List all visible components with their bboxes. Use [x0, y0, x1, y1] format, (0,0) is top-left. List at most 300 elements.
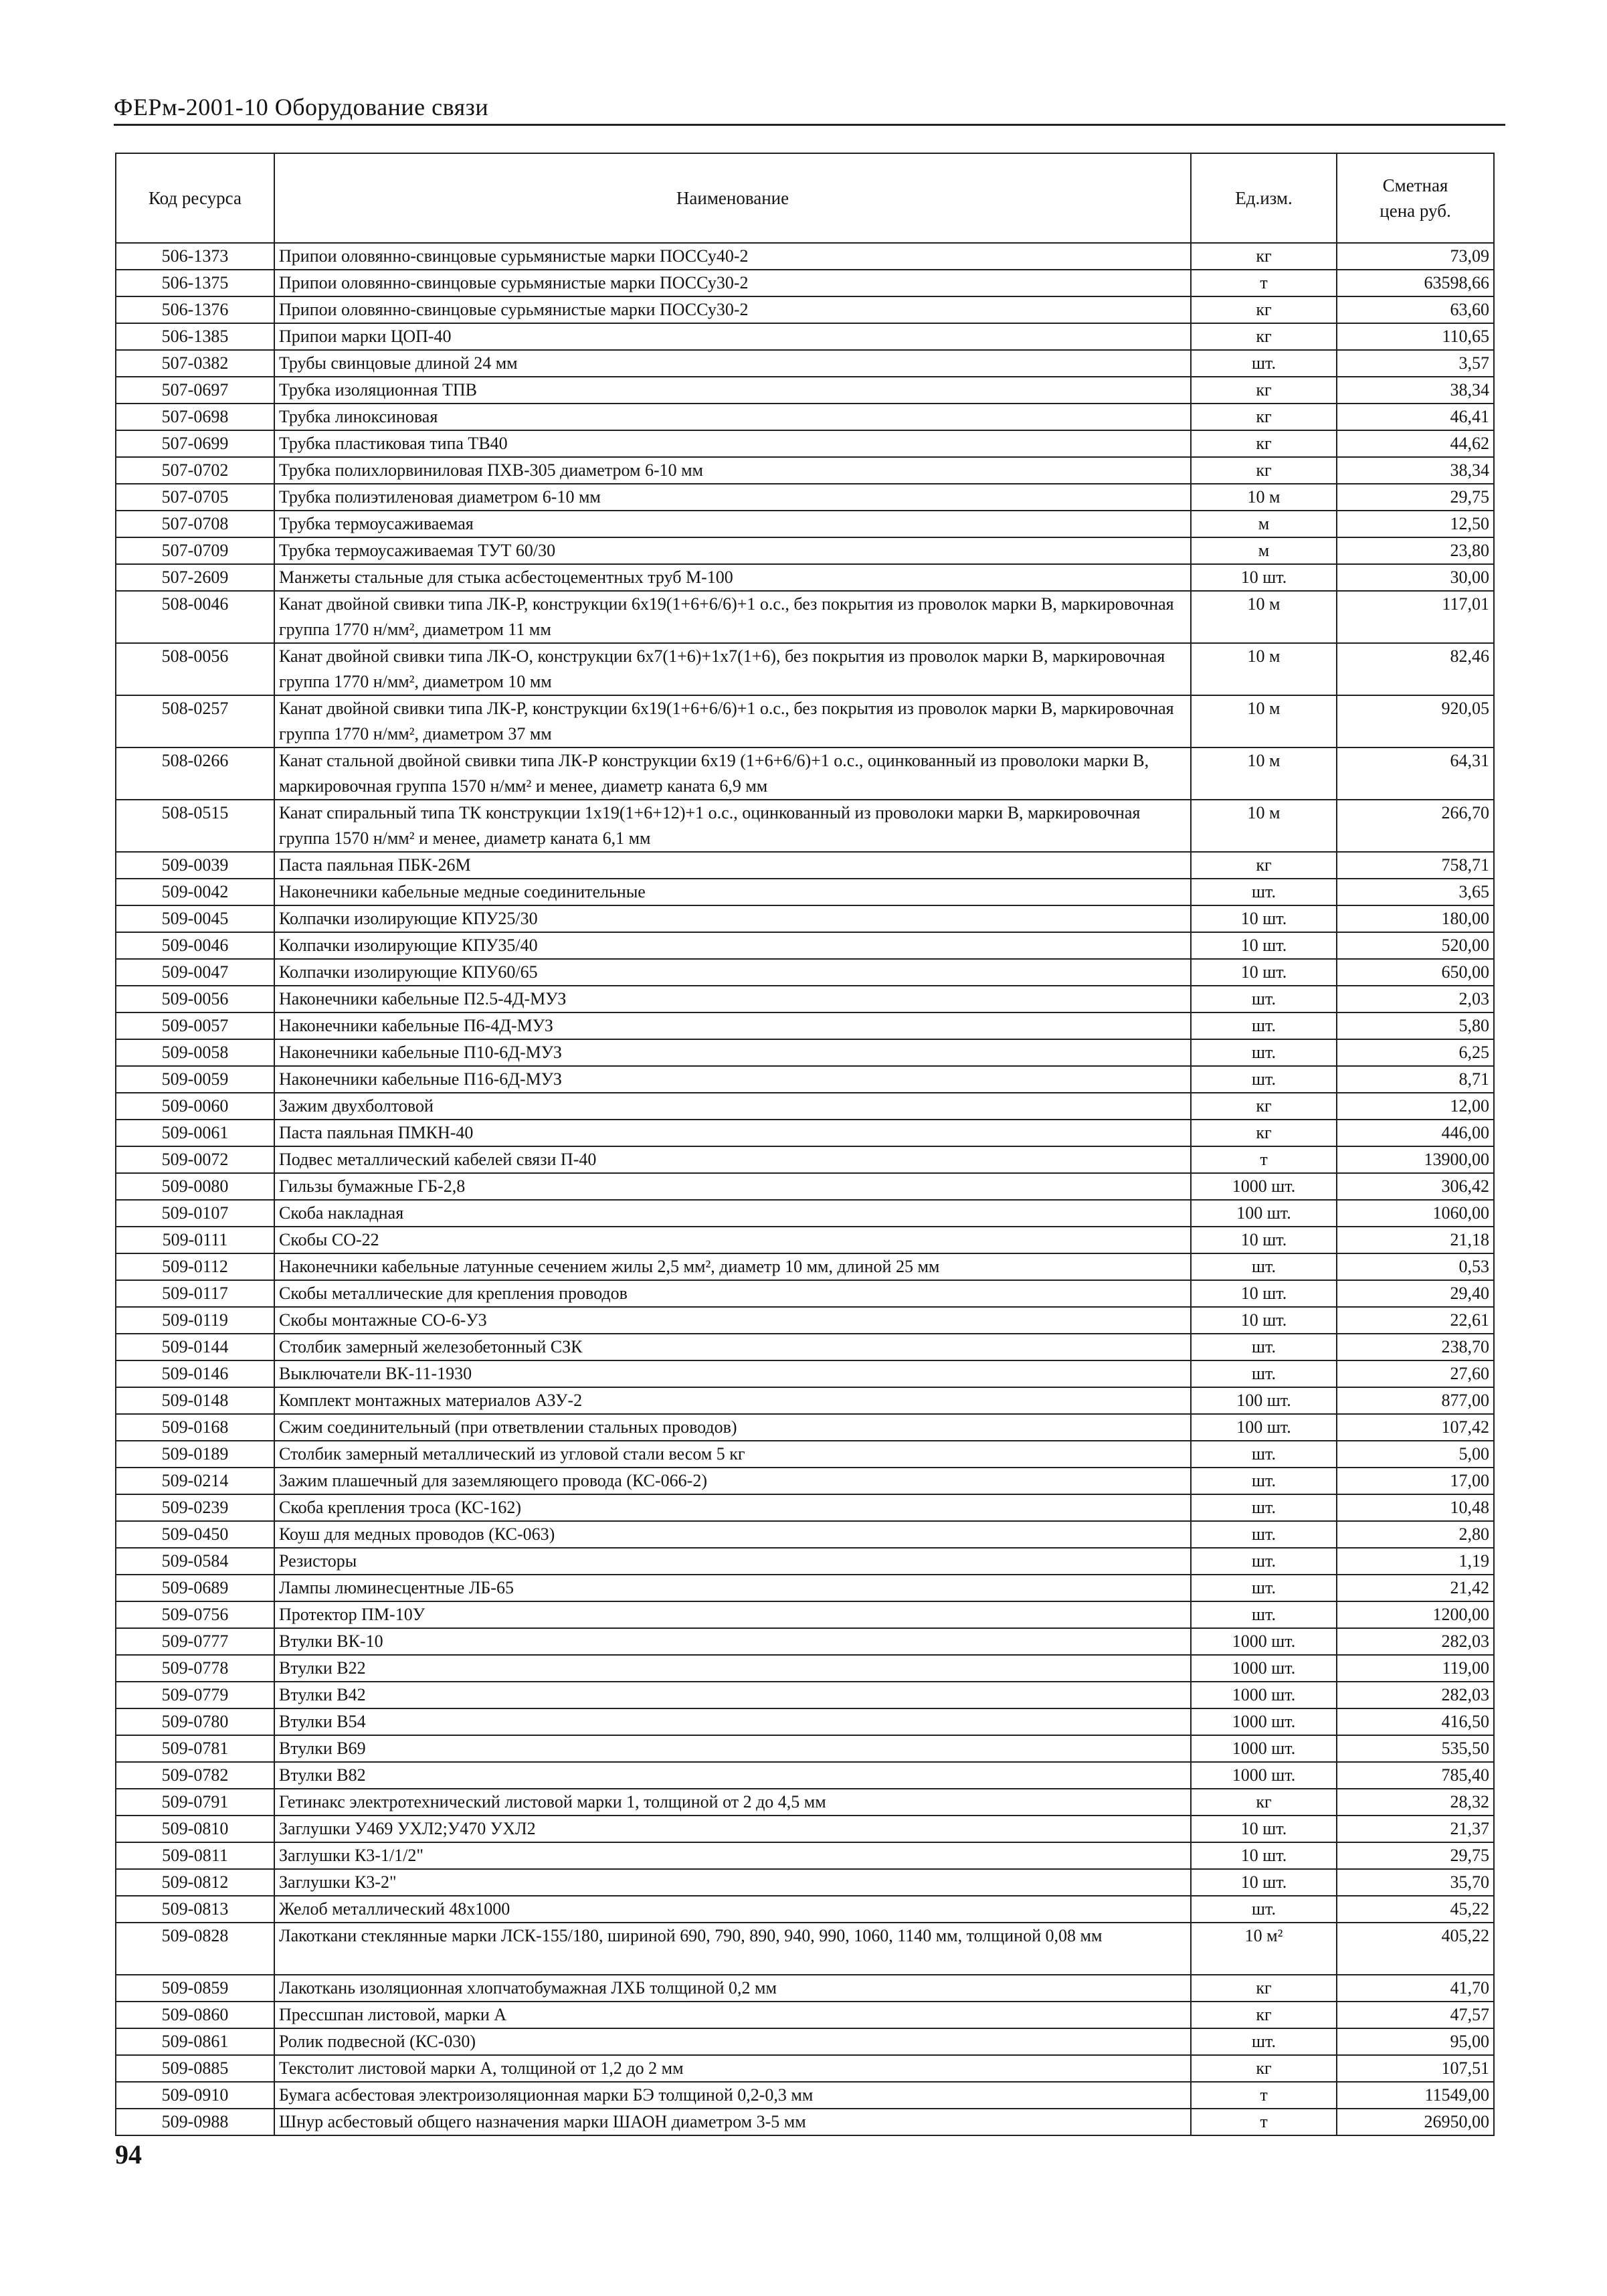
cell-unit: 10 шт. — [1191, 1869, 1337, 1896]
cell-code: 506-1375 — [116, 270, 274, 296]
cell-unit: шт. — [1191, 1521, 1337, 1548]
cell-code: 509-0045 — [116, 905, 274, 932]
cell-price: 95,00 — [1337, 2028, 1494, 2055]
cell-price: 17,00 — [1337, 1468, 1494, 1494]
table-row — [116, 1655, 1494, 1682]
cell-name: Наконечники кабельные П6-4Д-МУЗ — [274, 1012, 1191, 1039]
cell-code: 509-0059 — [116, 1066, 274, 1093]
cell-unit: 1000 шт. — [1191, 1708, 1337, 1735]
cell-name: Комплект монтажных материалов АЗУ-2 — [274, 1387, 1191, 1414]
cell-price: 64,31 — [1337, 747, 1494, 800]
cell-unit: кг — [1191, 323, 1337, 350]
cell-unit: 1000 шт. — [1191, 1173, 1337, 1200]
cell-price: 282,03 — [1337, 1628, 1494, 1655]
cell-code: 509-0584 — [116, 1548, 274, 1575]
cell-unit: 100 шт. — [1191, 1387, 1337, 1414]
cell-price: 282,03 — [1337, 1682, 1494, 1708]
page-title: ФЕРм-2001-10 Оборудование связи — [114, 94, 489, 120]
cell-unit: кг — [1191, 1789, 1337, 1816]
cell-price: 0,53 — [1337, 1253, 1494, 1280]
table-row — [116, 643, 1494, 695]
cell-name: Трубка термоусаживаемая ТУТ 60/30 — [274, 537, 1191, 564]
cell-name: Лакоткани стеклянные марки ЛСК-155/180, шириной 690, 790, 890, 940, 990, 1060, 1140 мм, толщиной 0,08 мм — [274, 1923, 1191, 1975]
table-row — [116, 1307, 1494, 1334]
table-row — [116, 1280, 1494, 1307]
table-row — [116, 350, 1494, 377]
cell-price: 12,00 — [1337, 1093, 1494, 1120]
cell-price: 306,42 — [1337, 1173, 1494, 1200]
table-row — [116, 2055, 1494, 2082]
cell-code: 509-0061 — [116, 1120, 274, 1146]
cell-code: 508-0046 — [116, 591, 274, 643]
cell-name: Канат стальной двойной свивки типа ЛК-Р конструкции 6х19 (1+6+6/6)+1 о.с., оцинкованный из проволоки марки В, маркировочная группа 1570 н/мм² и менее, диаметр каната 6,9 мм — [274, 747, 1191, 800]
table-row — [116, 2109, 1494, 2135]
table-row — [116, 1628, 1494, 1655]
cell-name: Сжим соединительный (при ответвлении стальных проводов) — [274, 1414, 1191, 1441]
cell-code: 509-0988 — [116, 2109, 274, 2135]
cell-unit: кг — [1191, 2055, 1337, 2082]
table-row — [116, 986, 1494, 1012]
cell-code: 509-0080 — [116, 1173, 274, 1200]
cell-code: 509-0777 — [116, 1628, 274, 1655]
table-row — [116, 591, 1494, 643]
cell-unit: 10 шт. — [1191, 959, 1337, 986]
table-row — [116, 1896, 1494, 1923]
cell-name: Скобы СО-22 — [274, 1227, 1191, 1253]
cell-price: 29,75 — [1337, 1842, 1494, 1869]
cell-unit: шт. — [1191, 2028, 1337, 2055]
table-row — [116, 1682, 1494, 1708]
cell-price: 3,65 — [1337, 879, 1494, 905]
column-header-price: Сметная цена руб. — [1337, 153, 1494, 243]
table-row — [116, 1923, 1494, 1975]
cell-price: 266,70 — [1337, 800, 1494, 852]
cell-code: 509-0117 — [116, 1280, 274, 1307]
cell-code: 509-0056 — [116, 986, 274, 1012]
cell-unit: 10 шт. — [1191, 1280, 1337, 1307]
cell-name: Заглушки К3-2" — [274, 1869, 1191, 1896]
cell-price: 238,70 — [1337, 1334, 1494, 1360]
table-row — [116, 1548, 1494, 1575]
cell-code: 509-0039 — [116, 852, 274, 879]
cell-code: 509-0168 — [116, 1414, 274, 1441]
cell-unit: шт. — [1191, 1360, 1337, 1387]
cell-price: 2,80 — [1337, 1521, 1494, 1548]
cell-name: Канат двойной свивки типа ЛК-Р, конструкции 6х19(1+6+6/6)+1 о.с., без покрытия из проволок марки В, маркировочная группа 1770 н/мм², диаметром 37 мм — [274, 695, 1191, 747]
cell-code: 509-0060 — [116, 1093, 274, 1120]
table-row — [116, 1227, 1494, 1253]
cell-code: 509-0860 — [116, 2002, 274, 2028]
cell-price: 29,75 — [1337, 484, 1494, 511]
cell-price: 520,00 — [1337, 932, 1494, 959]
cell-unit: шт. — [1191, 1253, 1337, 1280]
cell-code: 509-0042 — [116, 879, 274, 905]
cell-price: 1,19 — [1337, 1548, 1494, 1575]
cell-name: Гильзы бумажные ГБ-2,8 — [274, 1173, 1191, 1200]
column-header-name: Наименование — [274, 153, 1191, 243]
cell-name: Ролик подвесной (КС-030) — [274, 2028, 1191, 2055]
cell-unit: м — [1191, 511, 1337, 537]
table-row — [116, 296, 1494, 323]
cell-price: 180,00 — [1337, 905, 1494, 932]
cell-name: Выключатели ВК-11-1930 — [274, 1360, 1191, 1387]
cell-code: 509-0756 — [116, 1601, 274, 1628]
cell-code: 509-0119 — [116, 1307, 274, 1334]
table-row — [116, 2002, 1494, 2028]
cell-code: 509-0859 — [116, 1975, 274, 2002]
cell-unit: 100 шт. — [1191, 1200, 1337, 1227]
cell-code: 506-1385 — [116, 323, 274, 350]
cell-unit: кг — [1191, 377, 1337, 404]
table-row — [116, 1521, 1494, 1548]
cell-code: 509-0057 — [116, 1012, 274, 1039]
cell-unit: т — [1191, 2082, 1337, 2109]
cell-name: Трубка пластиковая типа ТВ40 — [274, 430, 1191, 457]
cell-unit: т — [1191, 1146, 1337, 1173]
cell-code: 509-0058 — [116, 1039, 274, 1066]
cell-name: Столбик замерный железобетонный СЗК — [274, 1334, 1191, 1360]
cell-name: Зажим плашечный для заземляющего провода (КС-066-2) — [274, 1468, 1191, 1494]
cell-code: 507-0702 — [116, 457, 274, 484]
cell-price: 535,50 — [1337, 1735, 1494, 1762]
cell-name: Подвес металлический кабелей связи П-40 — [274, 1146, 1191, 1173]
table-row — [116, 1869, 1494, 1896]
table-header-row — [116, 153, 1494, 243]
table-row — [116, 959, 1494, 986]
cell-code: 507-0699 — [116, 430, 274, 457]
cell-price: 28,32 — [1337, 1789, 1494, 1816]
cell-name: Наконечники кабельные латунные сечением жилы 2,5 мм², диаметр 10 мм, длиной 25 мм — [274, 1253, 1191, 1280]
cell-code: 509-0689 — [116, 1575, 274, 1601]
table-row — [116, 695, 1494, 747]
cell-name: Припои марки ЦОП-40 — [274, 323, 1191, 350]
cell-name: Резисторы — [274, 1548, 1191, 1575]
cell-price: 26950,00 — [1337, 2109, 1494, 2135]
cell-name: Зажим двухболтовой — [274, 1093, 1191, 1120]
cell-unit: 10 м — [1191, 747, 1337, 800]
cell-code: 507-2609 — [116, 564, 274, 591]
table-row — [116, 852, 1494, 879]
cell-code: 509-0812 — [116, 1869, 274, 1896]
cell-name: Лакоткань изоляционная хлопчатобумажная ЛХБ толщиной 0,2 мм — [274, 1975, 1191, 2002]
cell-unit: кг — [1191, 243, 1337, 270]
table-row — [116, 1441, 1494, 1468]
table-row — [116, 511, 1494, 537]
table-row — [116, 1120, 1494, 1146]
cell-name: Скобы металлические для крепления проводов — [274, 1280, 1191, 1307]
table-row — [116, 2082, 1494, 2109]
table-row — [116, 243, 1494, 270]
cell-name: Наконечники кабельные П2.5-4Д-МУЗ — [274, 986, 1191, 1012]
cell-price: 920,05 — [1337, 695, 1494, 747]
cell-code: 509-0107 — [116, 1200, 274, 1227]
cell-unit: 1000 шт. — [1191, 1628, 1337, 1655]
cell-price: 3,57 — [1337, 350, 1494, 377]
cell-name: Трубка полиэтиленовая диаметром 6-10 мм — [274, 484, 1191, 511]
cell-code: 509-0811 — [116, 1842, 274, 1869]
cell-price: 73,09 — [1337, 243, 1494, 270]
cell-price: 21,37 — [1337, 1816, 1494, 1842]
table-row — [116, 1173, 1494, 1200]
cell-code: 509-0450 — [116, 1521, 274, 1548]
table-row — [116, 1414, 1494, 1441]
cell-unit: кг — [1191, 296, 1337, 323]
cell-code: 509-0778 — [116, 1655, 274, 1682]
cell-name: Текстолит листовой марки А, толщиной от 1,2 до 2 мм — [274, 2055, 1191, 2082]
cell-name: Паста паяльная ПБК-26М — [274, 852, 1191, 879]
cell-code: 508-0056 — [116, 643, 274, 695]
table-row — [116, 1334, 1494, 1360]
cell-code: 509-0112 — [116, 1253, 274, 1280]
cell-price: 446,00 — [1337, 1120, 1494, 1146]
cell-price: 11549,00 — [1337, 2082, 1494, 2109]
column-header-unit: Ед.изм. — [1191, 153, 1337, 243]
cell-code: 509-0189 — [116, 1441, 274, 1468]
cell-unit: кг — [1191, 457, 1337, 484]
cell-code: 508-0257 — [116, 695, 274, 747]
cell-price: 12,50 — [1337, 511, 1494, 537]
cell-unit: кг — [1191, 1975, 1337, 2002]
table-row — [116, 1735, 1494, 1762]
cell-price: 1060,00 — [1337, 1200, 1494, 1227]
table-row — [116, 1708, 1494, 1735]
cell-code: 509-0885 — [116, 2055, 274, 2082]
cell-code: 509-0910 — [116, 2082, 274, 2109]
cell-price: 44,62 — [1337, 430, 1494, 457]
cell-unit: кг — [1191, 430, 1337, 457]
cell-price: 119,00 — [1337, 1655, 1494, 1682]
price-table-container — [115, 153, 1493, 2136]
cell-price: 2,03 — [1337, 986, 1494, 1012]
cell-price: 63,60 — [1337, 296, 1494, 323]
cell-unit: 10 м² — [1191, 1923, 1337, 1975]
cell-price: 47,57 — [1337, 2002, 1494, 2028]
cell-name: Трубка термоусаживаемая — [274, 511, 1191, 537]
cell-price: 5,80 — [1337, 1012, 1494, 1039]
cell-price: 117,01 — [1337, 591, 1494, 643]
cell-name: Наконечники кабельные П10-6Д-МУЗ — [274, 1039, 1191, 1066]
cell-price: 877,00 — [1337, 1387, 1494, 1414]
cell-code: 509-0861 — [116, 2028, 274, 2055]
table-row — [116, 270, 1494, 296]
cell-code: 509-0146 — [116, 1360, 274, 1387]
cell-name: Трубка полихлорвиниловая ПХВ-305 диаметром 6-10 мм — [274, 457, 1191, 484]
cell-unit: 10 шт. — [1191, 1816, 1337, 1842]
table-row — [116, 2028, 1494, 2055]
cell-code: 509-0813 — [116, 1896, 274, 1923]
table-row — [116, 1842, 1494, 1869]
table-row — [116, 1494, 1494, 1521]
table-row — [116, 1789, 1494, 1816]
cell-price: 13900,00 — [1337, 1146, 1494, 1173]
cell-code: 509-0047 — [116, 959, 274, 986]
cell-price: 30,00 — [1337, 564, 1494, 591]
cell-code: 509-0239 — [116, 1494, 274, 1521]
cell-code: 507-0705 — [116, 484, 274, 511]
cell-name: Втулки ВК-10 — [274, 1628, 1191, 1655]
cell-code: 509-0782 — [116, 1762, 274, 1789]
cell-name: Скобы монтажные СО-6-У3 — [274, 1307, 1191, 1334]
cell-unit: шт. — [1191, 1039, 1337, 1066]
cell-price: 785,40 — [1337, 1762, 1494, 1789]
cell-name: Манжеты стальные для стыка асбестоцементных труб М-100 — [274, 564, 1191, 591]
table-row — [116, 1762, 1494, 1789]
cell-code: 509-0144 — [116, 1334, 274, 1360]
table-row — [116, 1468, 1494, 1494]
column-header-code: Код ресурса — [116, 153, 274, 243]
cell-price: 6,25 — [1337, 1039, 1494, 1066]
table-row — [116, 1975, 1494, 2002]
cell-price: 10,48 — [1337, 1494, 1494, 1521]
cell-price: 21,42 — [1337, 1575, 1494, 1601]
cell-name: Колпачки изолирующие КПУ25/30 — [274, 905, 1191, 932]
table-row — [116, 1093, 1494, 1120]
cell-name: Заглушки К3-1/1/2" — [274, 1842, 1191, 1869]
cell-unit: шт. — [1191, 1334, 1337, 1360]
cell-name: Протектор ПМ-10У — [274, 1601, 1191, 1628]
cell-name: Паста паяльная ПМКН-40 — [274, 1120, 1191, 1146]
cell-unit: шт. — [1191, 1575, 1337, 1601]
table-row — [116, 1387, 1494, 1414]
cell-code: 509-0779 — [116, 1682, 274, 1708]
cell-price: 650,00 — [1337, 959, 1494, 986]
cell-name: Коуш для медных проводов (КС-063) — [274, 1521, 1191, 1548]
cell-unit: т — [1191, 270, 1337, 296]
price-table — [115, 153, 1495, 2136]
table-row — [116, 457, 1494, 484]
cell-name: Канат двойной свивки типа ЛК-Р, конструкции 6х19(1+6+6/6)+1 о.с., без покрытия из проволок марки В, маркировочная группа 1770 н/мм², диаметром 11 мм — [274, 591, 1191, 643]
table-row — [116, 1601, 1494, 1628]
cell-name: Втулки В69 — [274, 1735, 1191, 1762]
cell-name: Желоб металлический 48х1000 — [274, 1896, 1191, 1923]
cell-unit: м — [1191, 537, 1337, 564]
cell-unit: 1000 шт. — [1191, 1735, 1337, 1762]
cell-unit: кг — [1191, 1093, 1337, 1120]
cell-code: 506-1376 — [116, 296, 274, 323]
cell-name: Втулки В82 — [274, 1762, 1191, 1789]
cell-name: Скоба накладная — [274, 1200, 1191, 1227]
cell-price: 22,61 — [1337, 1307, 1494, 1334]
cell-name: Гетинакс электротехнический листовой марки 1, толщиной от 2 до 4,5 мм — [274, 1789, 1191, 1816]
cell-name: Заглушки У469 УХЛ2;У470 УХЛ2 — [274, 1816, 1191, 1842]
page-header — [114, 90, 1505, 126]
cell-code: 509-0072 — [116, 1146, 274, 1173]
cell-unit: шт. — [1191, 1601, 1337, 1628]
cell-name: Втулки В22 — [274, 1655, 1191, 1682]
cell-name: Шнур асбестовый общего назначения марки ШАОН диаметром 3-5 мм — [274, 2109, 1191, 2135]
cell-unit: 10 шт. — [1191, 905, 1337, 932]
table-row — [116, 537, 1494, 564]
table-body — [116, 243, 1494, 2135]
cell-code: 509-0214 — [116, 1468, 274, 1494]
cell-unit: 1000 шт. — [1191, 1682, 1337, 1708]
cell-code: 509-0148 — [116, 1387, 274, 1414]
cell-unit: шт. — [1191, 1441, 1337, 1468]
cell-name: Скоба крепления троса (КС-162) — [274, 1494, 1191, 1521]
cell-unit: шт. — [1191, 1548, 1337, 1575]
cell-price: 27,60 — [1337, 1360, 1494, 1387]
cell-unit: 10 шт. — [1191, 564, 1337, 591]
cell-name: Бумага асбестовая электроизоляционная марки БЭ толщиной 0,2-0,3 мм — [274, 2082, 1191, 2109]
cell-code: 507-0382 — [116, 350, 274, 377]
cell-name: Канат спиральный типа ТК конструкции 1х19(1+6+12)+1 о.с., оцинкованный из проволоки марки В, маркировочная группа 1570 н/мм² и менее, диаметр каната 6,1 мм — [274, 800, 1191, 852]
cell-unit: 10 м — [1191, 643, 1337, 695]
cell-unit: 10 шт. — [1191, 1307, 1337, 1334]
cell-code: 509-0791 — [116, 1789, 274, 1816]
cell-unit: 100 шт. — [1191, 1414, 1337, 1441]
cell-price: 110,65 — [1337, 323, 1494, 350]
cell-unit: 10 шт. — [1191, 932, 1337, 959]
table-row — [116, 404, 1494, 430]
cell-unit: 1000 шт. — [1191, 1762, 1337, 1789]
cell-unit: шт. — [1191, 1468, 1337, 1494]
cell-price: 35,70 — [1337, 1869, 1494, 1896]
cell-name: Втулки В54 — [274, 1708, 1191, 1735]
cell-unit: 10 м — [1191, 800, 1337, 852]
cell-price: 107,42 — [1337, 1414, 1494, 1441]
cell-code: 507-0697 — [116, 377, 274, 404]
cell-price: 405,22 — [1337, 1923, 1494, 1975]
cell-code: 507-0698 — [116, 404, 274, 430]
table-row — [116, 1039, 1494, 1066]
cell-price: 29,40 — [1337, 1280, 1494, 1307]
cell-unit: шт. — [1191, 1896, 1337, 1923]
cell-code: 509-0781 — [116, 1735, 274, 1762]
table-row — [116, 1146, 1494, 1173]
cell-name: Прессшпан листовой, марки А — [274, 2002, 1191, 2028]
cell-code: 508-0515 — [116, 800, 274, 852]
table-row — [116, 1360, 1494, 1387]
table-row — [116, 323, 1494, 350]
cell-unit: шт. — [1191, 986, 1337, 1012]
cell-code: 508-0266 — [116, 747, 274, 800]
cell-unit: 10 м — [1191, 591, 1337, 643]
cell-unit: 10 шт. — [1191, 1842, 1337, 1869]
cell-price: 41,70 — [1337, 1975, 1494, 2002]
table-row — [116, 747, 1494, 800]
cell-unit: шт. — [1191, 1066, 1337, 1093]
table-row — [116, 1816, 1494, 1842]
cell-name: Лампы люминесцентные ЛБ-65 — [274, 1575, 1191, 1601]
cell-unit: 10 м — [1191, 695, 1337, 747]
cell-name: Трубы свинцовые длиной 24 мм — [274, 350, 1191, 377]
cell-unit: кг — [1191, 1120, 1337, 1146]
cell-code: 509-0111 — [116, 1227, 274, 1253]
cell-price: 21,18 — [1337, 1227, 1494, 1253]
table-row — [116, 1066, 1494, 1093]
cell-name: Припои оловянно-свинцовые сурьмянистые марки ПОССу30-2 — [274, 270, 1191, 296]
cell-name: Припои оловянно-свинцовые сурьмянистые марки ПОССу40-2 — [274, 243, 1191, 270]
cell-price: 38,34 — [1337, 377, 1494, 404]
cell-unit: шт. — [1191, 879, 1337, 905]
cell-name: Столбик замерный металлический из угловой стали весом 5 кг — [274, 1441, 1191, 1468]
table-row — [116, 905, 1494, 932]
cell-unit: шт. — [1191, 350, 1337, 377]
table-row — [116, 377, 1494, 404]
cell-name: Втулки В42 — [274, 1682, 1191, 1708]
cell-price: 416,50 — [1337, 1708, 1494, 1735]
table-row — [116, 1575, 1494, 1601]
cell-code: 509-0828 — [116, 1923, 274, 1975]
cell-name: Трубка изоляционная ТПВ — [274, 377, 1191, 404]
cell-unit: 1000 шт. — [1191, 1655, 1337, 1682]
cell-unit: шт. — [1191, 1494, 1337, 1521]
cell-unit: 10 шт. — [1191, 1227, 1337, 1253]
table-row — [116, 430, 1494, 457]
cell-price: 758,71 — [1337, 852, 1494, 879]
cell-name: Трубка линоксиновая — [274, 404, 1191, 430]
table-row — [116, 879, 1494, 905]
